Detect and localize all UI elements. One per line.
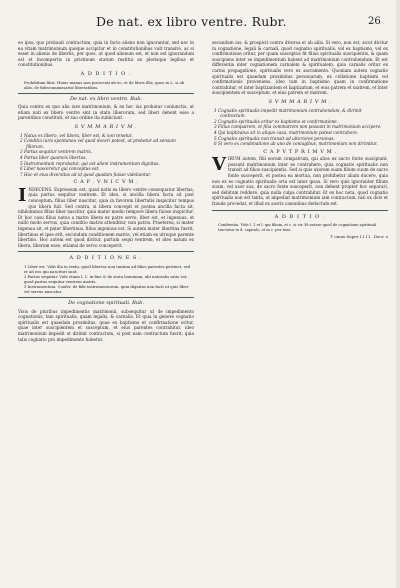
summary-item: 2 Conditio iuris spontanea vel quod doceri potest, ut probetur ad sensum filiorum.: [20, 138, 176, 149]
divider: [18, 93, 194, 94]
left-additio-text: Prohibitum libri. Huius manus non prosecuti ab eo, et de libris illis, quos in L. si ab aliis, de fideicommissariis libertatibus.: [24, 79, 185, 90]
summary-item: 6 Liber nasceretur qui conceptus est.: [20, 166, 100, 172]
summary-item: 1 Cognatio spiritualis impedit matrimonium contrahendum, & dirimit contractum.: [214, 107, 362, 119]
additiones-heading: A D D I T I O N E S .: [69, 255, 143, 262]
summary-item: 5 Instrumentum reprobatur, qui est alieni instrumentum dignitas.: [20, 160, 160, 166]
summary-heading: S V M M A R I V M .: [268, 98, 332, 105]
summary-item: 7 Hoc et eius diversitas ad id quod quadam fuisse videbantur.: [20, 171, 152, 177]
rubric-heading-2: De cognatione spirituali. Rub.: [68, 300, 144, 306]
summary-item: 6 Si vero ex condonatione ab uno de coniugibus, matrimonium non dirimitur.: [214, 141, 378, 147]
divider: [18, 297, 194, 298]
summary-item: 5 Cognatio spiritualis non transit ad ulteriores personas.: [214, 135, 335, 141]
addition-note: 3 Instrumentum. Confer. de fide instrumentorum, quia dignitas non facit ut quis liber vel servus nascatur.: [24, 284, 189, 294]
additio-note: Confitentia. Vide l. 1 et l. qui filium, et c. si vir. Et notare quod de cognatione spirituali tractatur in d. capitulo, et in c. per tuas.: [218, 223, 377, 232]
summary-item: 1 Natus ex libero, vel libera, liber est, & non tenetur.: [20, 132, 133, 138]
summary-heading: S V M M A R I V M .: [74, 123, 138, 130]
right-column: [212, 40, 388, 240]
running-header: [0, 6, 400, 29]
left-additio-heading: A D D I T I O .: [80, 70, 132, 77]
addition-note: 1 Liber est. Vide illa in textu, quod libertas non tantum ad filios parentes pertinet, sed et ad eos qui nascituri sunt.: [24, 264, 191, 274]
chapter-heading: C A P V T P R I M V M .: [263, 148, 337, 155]
summary-item: 3 Filius compatrem, et filia commatrem non possunt in matrimonium accipere.: [214, 124, 382, 130]
divider: [18, 251, 194, 252]
right-intro-paragraph: secundum ius, & prospicit contra diversa et ab aliis. Si vero, non est, sicut dicitur in cognatione, legali & carnali, quod cognatio spiritualis, vel ex baptismo, vel ex confirmatione oritur, per quam susceptus fit filius spiritualis suscipientis, & quam suscipiens inter se impedimentum habent ad matrimonium contrahendum. Et est differentia inter cognationem carnalem & spiritualem, quia carnalis oritur ex carnis propagatione, spiritualis vero ex sacramento. Quoniam autem cognatio spiritualis est quaedam proximitas personarum, ex collatione baptismi vel confirmationis proveniens, ideo tam in baptismo quam in confirmatione contrahitur, et inter baptizantem et baptizatum, et eius patrem et matrem, et inter suscipientem et susceptum, et eius patrem et matrem.: [212, 40, 388, 96]
rubric-paragraph: Quia contra ex quo alia iure matrimonium, & ex hoc ius probatur coniunctio, ut etiam nati ex libero ventre sint in statu liberorum, sed liberi debent esse a parentibus constituti, et suo ordine ita subiiciunt.: [18, 104, 194, 121]
summary-item: 3 Partus sequitur ventrem matris.: [20, 149, 93, 155]
addition-note: 2 Partus sequitur. Vide etiam l. 1. in fine & de statu hominum, ubi naturalis ratio est, quod partus sequitur ventrem matris.: [24, 274, 188, 284]
rubric-paragraph-2: Visis de pluribus impedimentis matrimonii, subsequitur ut de impedimento cognationis, tam spiritualis, quam legalis, & carnalis. Et quia in genere cognatio spiritualis est quaedam proximitas, quae ex baptismo et confirmatione oritur, quae inter suscipientem et susceptum, et eius parentes contrahitur, ideo matrimonium impedit et dirimit contractum, si post eam contractum fuerit, quia talis cognatio pro impedimento habetur.: [18, 308, 194, 342]
drop-capital: I: [18, 184, 27, 206]
chapter-body: [18, 184, 194, 249]
left-column: [18, 40, 194, 344]
rubric-heading: De nat. ex libro ventre. Rub.: [69, 95, 143, 102]
running-title: De nat. ex libro ventre. Rubr.: [96, 14, 287, 29]
divider: [212, 210, 388, 211]
summary-item: 2 Cognatio spiritualis oritur ex baptismo et confirmatione.: [214, 118, 338, 124]
chapter-body: [212, 156, 388, 206]
left-intro-paragraph: eo ipso, quo probauit contractum, quia in facto alieno non ignorantur, sed nec in ea vitam matrimonium quoque accipitur et in constitutionibus vult transire, ac si esset in alienis de libertis, per quos, ut quod alienum est, et non est ignorandum est et incompertis in pristinum statum restitui ex plerisque legibus et constitutionibus.: [18, 40, 194, 68]
signature-line: T omus Super I I I I . Decr. o: [330, 234, 388, 240]
page-edge-shadow: [396, 0, 400, 588]
folio-number: 26: [368, 16, 381, 27]
drop-capital: V: [212, 154, 226, 176]
summary-item: 4 Qui baptizatus sit in aliquo casu, matrimonium potest contrahere.: [214, 129, 359, 135]
chapter-text: IRUM autem, filii eorum compatrum, qui alios ex sacro fonte suscipiunt, possunt matrimonium inter se contrahere, quia cognatio spiritualis non transit ad filios suscipientis. Sed si quis uxorem suam filium suum de sacro fonte susceperit, et postea ea mortua, non prohibetur aliam ducere, quia non ex eo cognatio spiritualis orta est inter ipsos. Si vero quis ignoranter filium suum, vel uxor sua, de sacro fonte susceperit, non debent propter hoc separari, sed debitum reddere, quia nulla culpa contrahitur. Et ex hoc nota, quod cognatio spiritualis non est tanta, ut impediat matrimonium iam contractum, nisi ex dolo et fraude procedat, et illud ex sacris canonibus deductum est.: [212, 156, 388, 207]
additio-heading: A D D I T I O .: [274, 213, 326, 220]
chapter-heading: C A P . V N I C V M .: [73, 179, 139, 186]
summary-item: 4 Partus liber quamvis libertas.: [20, 154, 87, 160]
chapter-text: NDECENS. Expressum est, quod natis ex libero ventre consequatur libertas, quia partus sequitur ventrem. Et ideo, si ancilla libera facta sit post conceptum, filius liber nascitur, quia in favorem libertatis inspicitur tempus quo libera fuit. Sed contra, si libera concepit et postea ancilla facta sit, nihilominus filius liber nascitur, quia mater medio tempore libera fuisse inspicitur. Et hoc casu filius natus a matre libera ex patre servo, liber est, et ingenuus, et nullo modo servus, quia conditio matris attenditur, non patris. Praeterea, si mater ingenua sit, et pater libertinus, filius ingenuus est. Si autem mater libertina fuerit, libertinus et ipse erit, secundum conditionem matris, vel etiam ex utroque parente libertino. Hoc autem est quod dicitur, partum sequi ventrem, et ideo natum ex libera, liberum esse, etiamsi de servo conceperit.: [18, 186, 194, 248]
